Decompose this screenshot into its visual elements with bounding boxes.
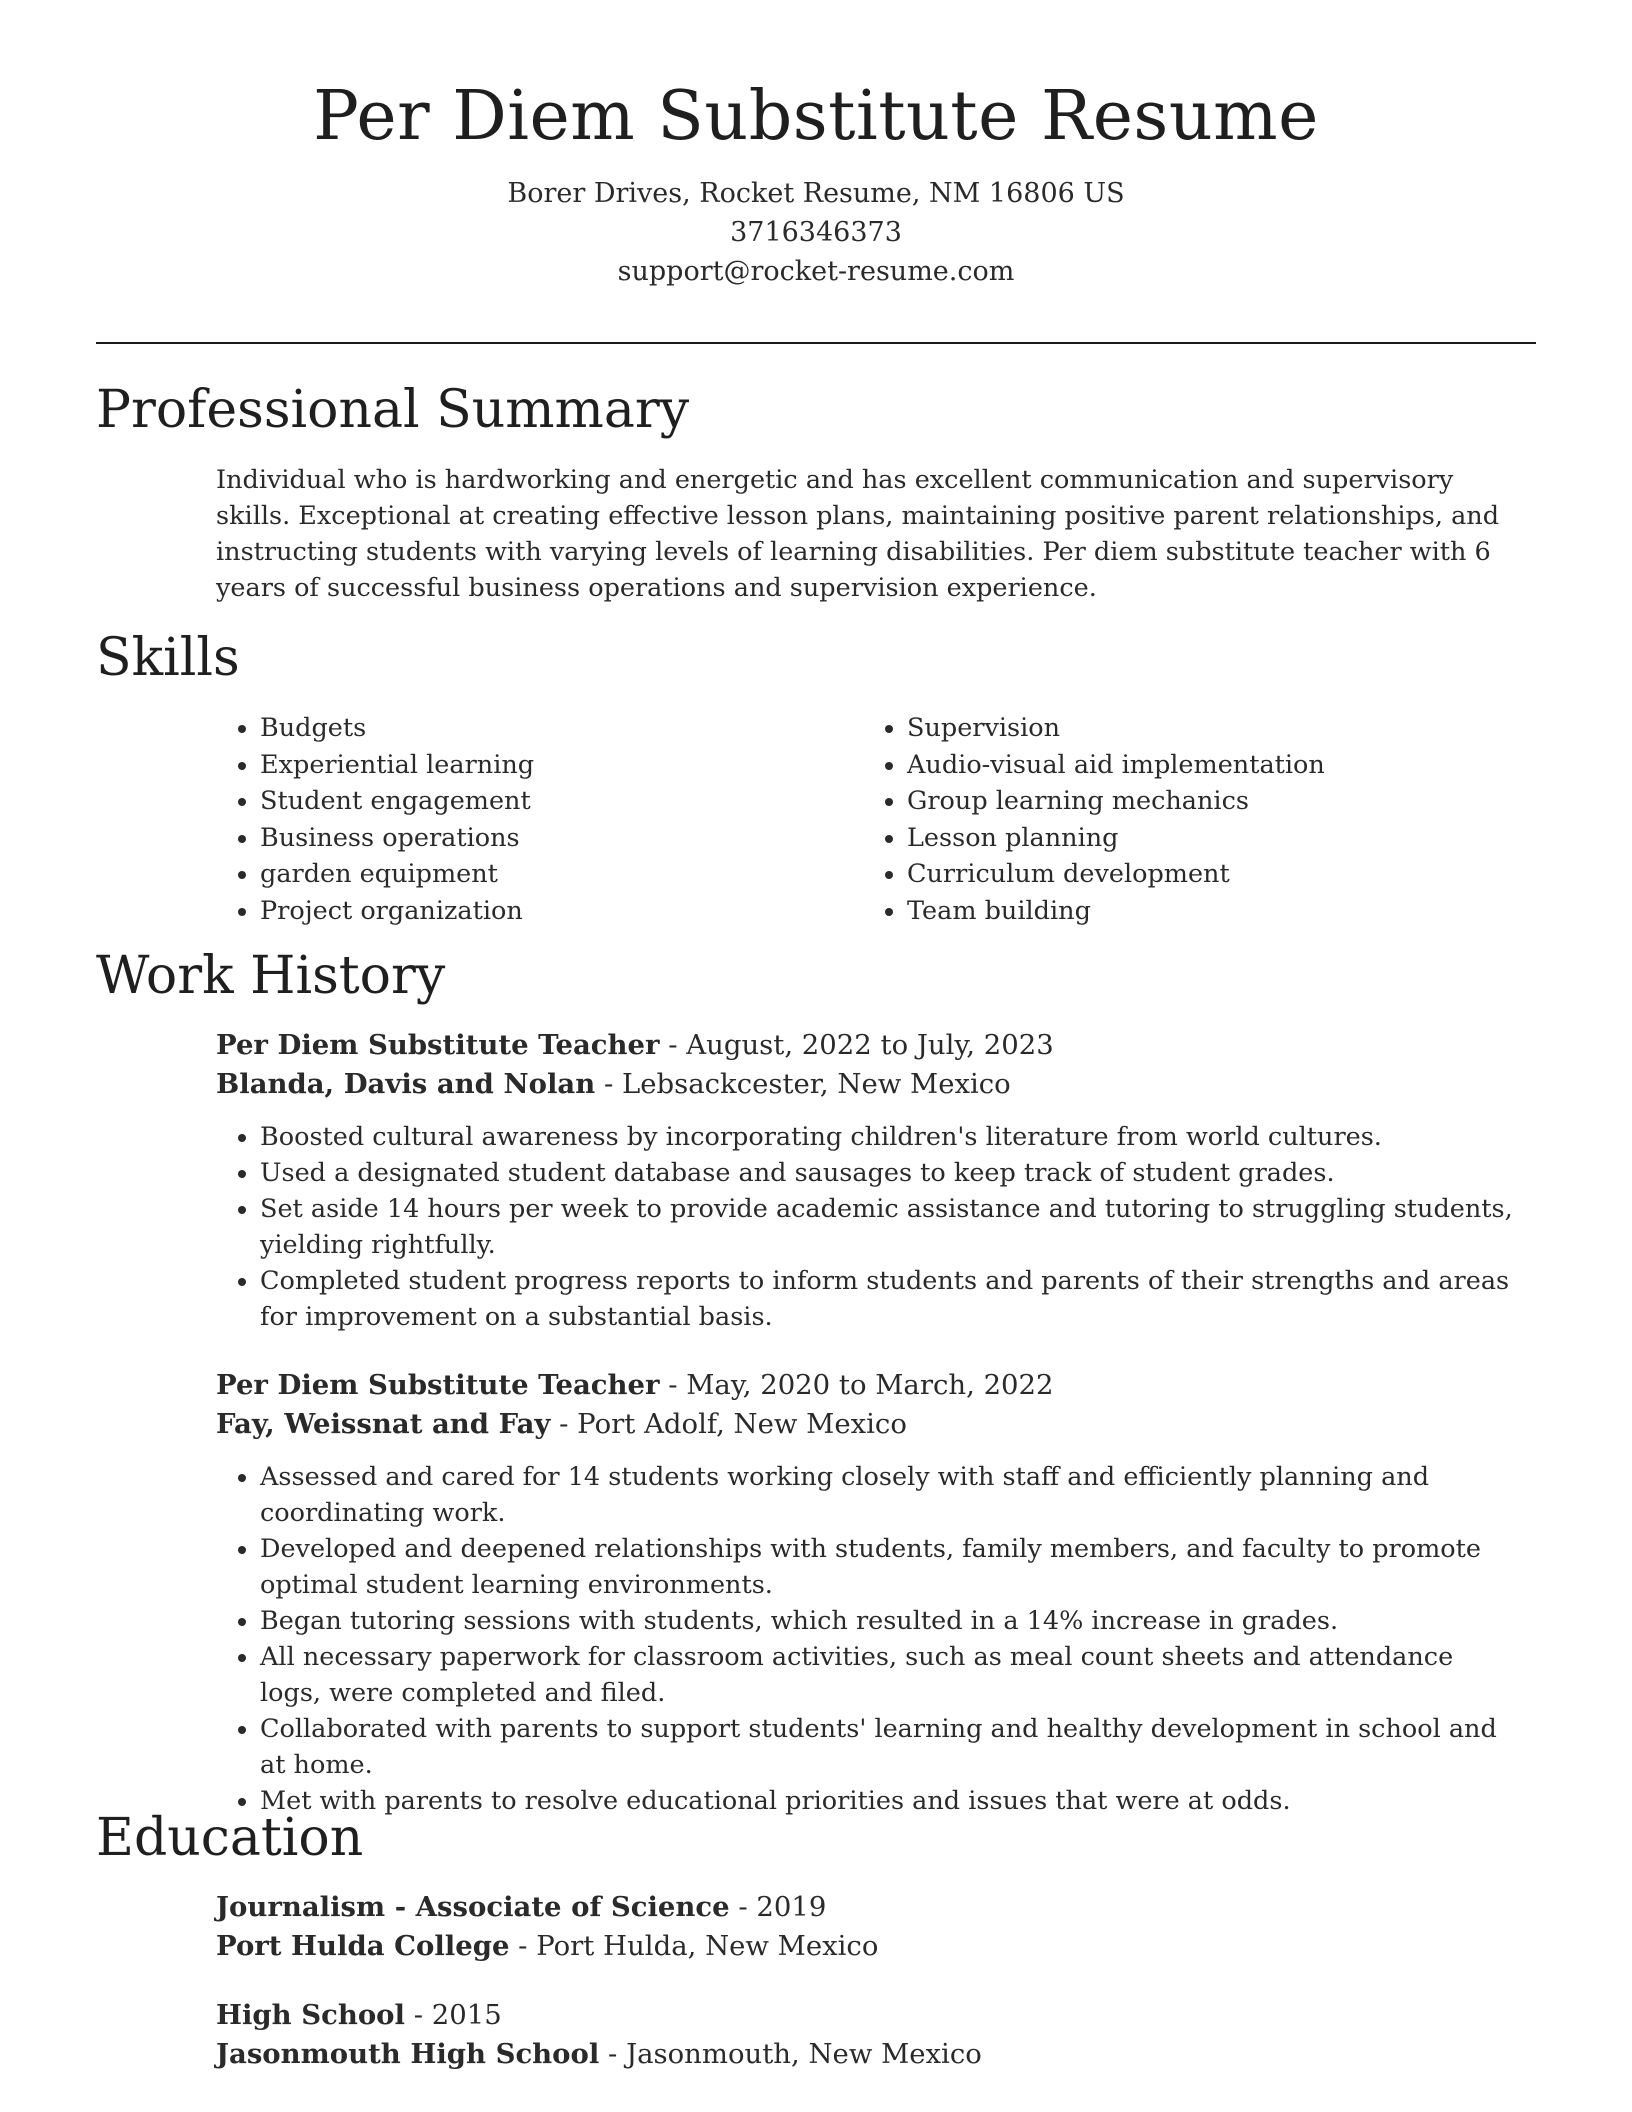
job-bullet: • Set aside 14 hours per week to provide academic assistance and tutoring to struggling students, yielding rightfully. bbox=[260, 1191, 1516, 1263]
education-location: - Port Hulda, New Mexico bbox=[509, 1930, 879, 1962]
job-entry bbox=[216, 1026, 1516, 1335]
contact-address: Borer Drives, Rocket Resume, NM 16806 US bbox=[507, 178, 1125, 210]
skill-item: • garden equipment bbox=[260, 856, 534, 893]
job-bullet: • Collaborated with parents to support students' learning and healthy development in school and at home. bbox=[260, 1711, 1516, 1783]
work-history-heading: Work History bbox=[96, 946, 446, 1006]
education-location: - Jasonmouth, New Mexico bbox=[599, 2038, 982, 2070]
header-divider bbox=[96, 342, 1536, 344]
job-bullet: • Assessed and cared for 14 students working closely with staff and efficiently planning and coordinating work. bbox=[260, 1459, 1516, 1531]
skills-list-right bbox=[863, 710, 1325, 929]
skill-item: • Business operations bbox=[260, 820, 534, 857]
education-school-line bbox=[216, 2035, 1516, 2074]
job-company: Blanda, Davis and Nolan bbox=[216, 1068, 596, 1100]
resume-title: Per Diem Substitute Resume bbox=[313, 77, 1319, 156]
skill-item: • Student engagement bbox=[260, 783, 534, 820]
job-title-line bbox=[216, 1026, 1516, 1065]
skill-item: • Lesson planning bbox=[907, 820, 1325, 857]
resume-header bbox=[0, 78, 1632, 291]
education-entry bbox=[216, 1996, 1516, 2074]
job-role: Per Diem Substitute Teacher bbox=[216, 1369, 660, 1401]
skills-list-left bbox=[216, 710, 534, 929]
job-bullets bbox=[216, 1119, 1516, 1335]
education-degree-line bbox=[216, 1888, 1516, 1927]
job-bullet: • Used a designated student database and sausages to keep track of student grades. bbox=[260, 1155, 1516, 1191]
skills-heading: Skills bbox=[96, 628, 240, 688]
contact-email: support@rocket-resume.com bbox=[617, 256, 1015, 288]
education-entry bbox=[216, 1888, 1516, 1966]
job-title-line bbox=[216, 1366, 1516, 1405]
education-heading: Education bbox=[96, 1808, 364, 1868]
education-degree: Journalism - Associate of Science bbox=[216, 1891, 730, 1923]
skill-item: • Experiential learning bbox=[260, 747, 534, 784]
skill-item: • Project organization bbox=[260, 893, 534, 930]
job-company: Fay, Weissnat and Fay bbox=[216, 1408, 551, 1440]
job-bullet: • Boosted cultural awareness by incorporating children's literature from world cultures. bbox=[260, 1119, 1516, 1155]
job-role: Per Diem Substitute Teacher bbox=[216, 1029, 660, 1061]
skill-item: • Group learning mechanics bbox=[907, 783, 1325, 820]
education-school: Jasonmouth High School bbox=[216, 2038, 600, 2070]
skill-item: • Supervision bbox=[907, 710, 1325, 747]
education-school: Port Hulda College bbox=[216, 1930, 510, 1962]
job-entry bbox=[216, 1366, 1516, 1819]
job-bullet: • Completed student progress reports to inform students and parents of their strengths and areas for improvement on a substantial basis. bbox=[260, 1263, 1516, 1335]
job-bullet: • Began tutoring sessions with students, which resulted in a 14% increase in grades. bbox=[260, 1603, 1516, 1639]
skill-item: • Budgets bbox=[260, 710, 534, 747]
job-bullet: • Developed and deepened relationships with students, family members, and faculty to promote optimal student learning environments. bbox=[260, 1531, 1516, 1603]
job-bullet: • All necessary paperwork for classroom activities, such as meal count sheets and attendance logs, were completed and filed. bbox=[260, 1639, 1516, 1711]
job-dates: - August, 2022 to July, 2023 bbox=[659, 1029, 1054, 1061]
skill-item: • Audio-visual aid implementation bbox=[907, 747, 1325, 784]
summary-text: Individual who is hardworking and energetic and has excellent communication and supervisory skills. Exceptional at creating effective lesson plans, maintaining positive parent relationships, and instructing students with varying levels of learning disabilities. Per diem substitute teacher with 6 years of successful business operations and supervision experience. bbox=[216, 465, 1500, 603]
job-bullets bbox=[216, 1459, 1516, 1819]
job-bullet: • Met with parents to resolve educational priorities and issues that were at odds. bbox=[260, 1783, 1516, 1819]
job-dates: - May, 2020 to March, 2022 bbox=[659, 1369, 1054, 1401]
education-year: - 2015 bbox=[404, 1999, 502, 2031]
job-company-line bbox=[216, 1405, 1516, 1444]
job-location: - Lebsackcester, New Mexico bbox=[595, 1068, 1011, 1100]
contact-block bbox=[0, 174, 1632, 291]
summary-heading: Professional Summary bbox=[96, 380, 690, 440]
job-company-line bbox=[216, 1065, 1516, 1104]
skill-item: • Team building bbox=[907, 893, 1325, 930]
job-location: - Port Adolf, New Mexico bbox=[550, 1408, 907, 1440]
contact-phone: 3716346373 bbox=[730, 217, 902, 249]
skill-item: • Curriculum development bbox=[907, 856, 1325, 893]
education-school-line bbox=[216, 1927, 1516, 1966]
education-year: - 2019 bbox=[729, 1891, 827, 1923]
education-degree-line bbox=[216, 1996, 1516, 2035]
education-degree: High School bbox=[216, 1999, 405, 2031]
